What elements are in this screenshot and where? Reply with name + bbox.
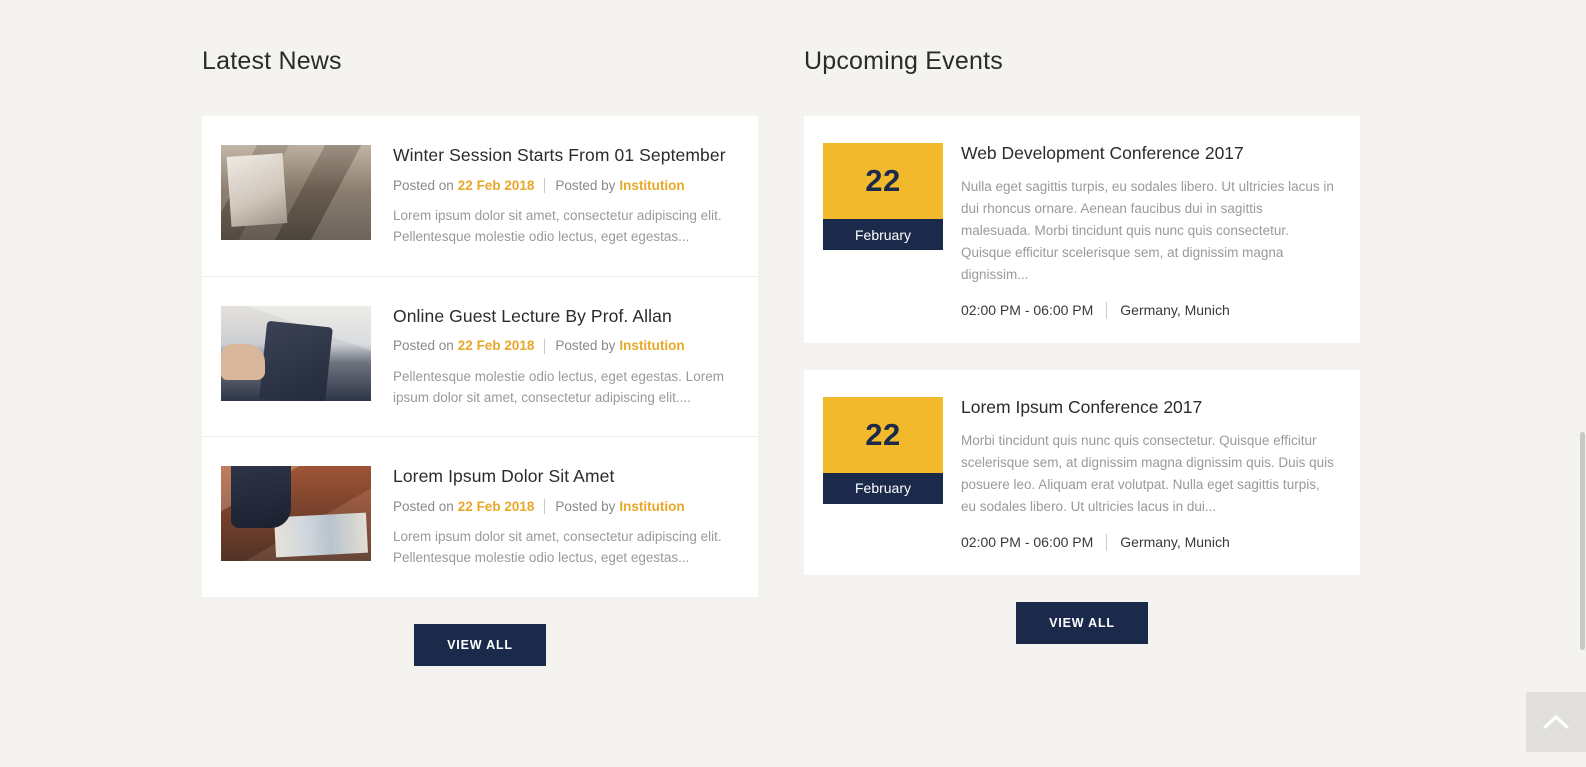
chevron-up-icon bbox=[1543, 714, 1569, 730]
event-content bbox=[961, 143, 1336, 319]
event-time: 02:00 PM - 06:00 PM bbox=[961, 302, 1094, 319]
news-date[interactable]: 22 Feb 2018 bbox=[457, 499, 535, 515]
news-content bbox=[393, 145, 728, 248]
info-divider bbox=[1106, 302, 1107, 319]
news-date[interactable]: 22 Feb 2018 bbox=[457, 338, 535, 354]
posted-on-label: Posted on bbox=[393, 338, 454, 354]
news-meta bbox=[393, 499, 728, 514]
news-date[interactable]: 22 Feb 2018 bbox=[457, 177, 535, 193]
events-view-all-button[interactable]: VIEW ALL bbox=[1016, 602, 1148, 644]
event-location: Germany, Munich bbox=[1120, 534, 1230, 551]
news-view-all-button[interactable]: VIEW ALL bbox=[414, 624, 546, 666]
list-item[interactable] bbox=[804, 116, 1360, 343]
meta-divider bbox=[544, 178, 545, 193]
news-author[interactable]: Institution bbox=[619, 177, 685, 193]
scrollbar-thumb[interactable] bbox=[1580, 432, 1585, 650]
posted-by-label: Posted by bbox=[555, 338, 616, 354]
event-content bbox=[961, 397, 1336, 551]
news-title-link[interactable]: Winter Session Starts From 01 September bbox=[393, 145, 726, 165]
news-view-all-wrap bbox=[202, 624, 758, 666]
list-item[interactable] bbox=[202, 437, 758, 597]
news-author[interactable]: Institution bbox=[619, 338, 685, 354]
events-view-all-wrap bbox=[804, 602, 1360, 644]
news-content bbox=[393, 466, 728, 569]
news-content bbox=[393, 306, 728, 409]
list-item[interactable] bbox=[202, 116, 758, 277]
event-info bbox=[961, 302, 1336, 319]
news-excerpt: Lorem ipsum dolor sit amet, consectetur adipiscing elit. Pellentesque molestie odio lectus, eget egestas... bbox=[393, 207, 722, 244]
news-thumbnail-image bbox=[221, 306, 371, 401]
news-author[interactable]: Institution bbox=[619, 499, 685, 515]
meta-divider bbox=[544, 499, 545, 514]
scroll-to-top-button[interactable] bbox=[1526, 692, 1586, 752]
event-info bbox=[961, 534, 1336, 551]
event-location: Germany, Munich bbox=[1120, 302, 1230, 319]
news-thumbnail-image bbox=[221, 145, 371, 240]
latest-news-column bbox=[202, 46, 758, 666]
news-meta bbox=[393, 339, 728, 354]
latest-news-list bbox=[202, 116, 758, 597]
news-excerpt: Pellentesque molestie odio lectus, eget egestas. Lorem ipsum dolor sit amet, consectetur adipiscing elit.... bbox=[393, 368, 724, 405]
event-description: Morbi tincidunt quis nunc quis consectetur. Quisque efficitur scelerisque sem, at dignissim magna dignissim quis. Duis quis posuere leo. Aliquam erat volutpat. Nulla eget sagittis turpis, eu sodales libero. Ut ultricies lacus in dui... bbox=[961, 432, 1334, 514]
event-title-link[interactable]: Lorem Ipsum Conference 2017 bbox=[961, 396, 1203, 417]
upcoming-events-column bbox=[804, 46, 1360, 644]
event-time: 02:00 PM - 06:00 PM bbox=[961, 534, 1094, 551]
meta-divider bbox=[544, 339, 545, 354]
news-thumbnail-image bbox=[221, 466, 371, 561]
posted-by-label: Posted by bbox=[555, 499, 616, 515]
event-description: Nulla eget sagittis turpis, eu sodales libero. Ut ultricies lacus in dui rhoncus ornare. Aenean faucibus dui in sagittis malesuada. Morbi tincidunt quis nunc quis consectetur. Quisque efficitur scelerisque sem, at dignissim magna dignissim... bbox=[961, 178, 1334, 282]
event-day: 22 bbox=[823, 143, 943, 219]
event-title-link[interactable]: Web Development Conference 2017 bbox=[961, 143, 1244, 163]
info-divider bbox=[1106, 534, 1107, 551]
latest-news-title: Latest News bbox=[202, 47, 342, 75]
event-month: February bbox=[823, 473, 943, 504]
posted-by-label: Posted by bbox=[555, 177, 616, 193]
event-month: February bbox=[823, 219, 943, 250]
event-date-badge bbox=[823, 397, 943, 551]
posted-on-label: Posted on bbox=[393, 177, 454, 193]
event-date-badge bbox=[823, 143, 943, 319]
news-title-link[interactable]: Online Guest Lecture By Prof. Allan bbox=[393, 305, 672, 326]
posted-on-label: Posted on bbox=[393, 499, 454, 515]
upcoming-events-title: Upcoming Events bbox=[804, 47, 1003, 75]
list-item[interactable] bbox=[202, 277, 758, 438]
event-day: 22 bbox=[823, 397, 943, 473]
news-meta bbox=[393, 178, 728, 193]
news-title-link[interactable]: Lorem Ipsum Dolor Sit Amet bbox=[393, 466, 615, 487]
news-excerpt: Lorem ipsum dolor sit amet, consectetur adipiscing elit. Pellentesque molestie odio lectus, eget egestas... bbox=[393, 529, 722, 566]
list-item[interactable] bbox=[804, 370, 1360, 575]
